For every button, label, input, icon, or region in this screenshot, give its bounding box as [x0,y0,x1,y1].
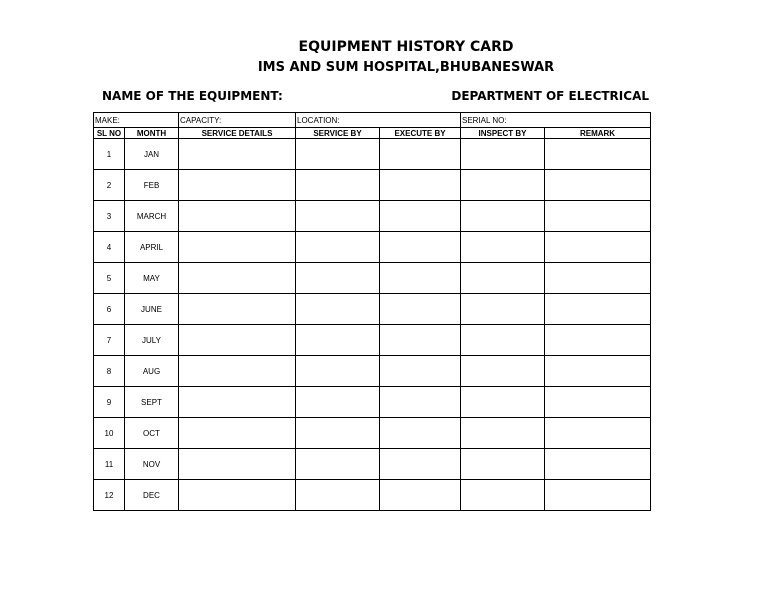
inspect-by-cell[interactable] [461,418,545,449]
execute-by-cell[interactable] [380,232,461,263]
service-details-cell[interactable] [179,232,296,263]
column-header-execute-by: EXECUTE BY [380,128,461,139]
execute-by-cell[interactable] [380,139,461,170]
service-by-cell[interactable] [296,294,380,325]
inspect-by-cell[interactable] [461,325,545,356]
remark-cell[interactable] [545,139,651,170]
inspect-by-cell[interactable] [461,232,545,263]
meta-row [94,113,651,128]
table-row [94,201,651,232]
execute-by-cell[interactable] [380,263,461,294]
remark-cell[interactable] [545,356,651,387]
service-details-cell[interactable] [179,294,296,325]
card-title: EQUIPMENT HISTORY CARD [298,39,514,55]
service-by-cell[interactable] [296,139,380,170]
service-details-cell[interactable] [179,356,296,387]
sl-no-cell: 6 [94,294,125,325]
remark-cell[interactable] [545,294,651,325]
sl-no-cell: 2 [94,170,125,201]
equipment-name-label: NAME OF THE EQUIPMENT: [102,89,283,103]
service-details-cell[interactable] [179,325,296,356]
table-row [94,139,651,170]
table-row [94,449,651,480]
service-details-cell[interactable] [179,387,296,418]
sl-no-cell: 4 [94,232,125,263]
remark-cell[interactable] [545,387,651,418]
inspect-by-cell[interactable] [461,480,545,511]
inspect-by-cell[interactable] [461,263,545,294]
service-by-cell[interactable] [296,449,380,480]
inspect-by-cell[interactable] [461,387,545,418]
sl-no-cell: 10 [94,418,125,449]
service-by-cell[interactable] [296,232,380,263]
remark-cell[interactable] [545,263,651,294]
execute-by-cell[interactable] [380,294,461,325]
remark-cell[interactable] [545,418,651,449]
table-row [94,356,651,387]
service-details-cell[interactable] [179,480,296,511]
service-by-cell[interactable] [296,418,380,449]
serial-field[interactable]: SERIAL NO: [461,113,651,128]
month-cell: MAY [125,263,179,294]
execute-by-cell[interactable] [380,325,461,356]
month-cell: FEB [125,170,179,201]
execute-by-cell[interactable] [380,418,461,449]
column-header-inspect-by: INSPECT BY [461,128,545,139]
month-cell: SEPT [125,387,179,418]
service-by-cell[interactable] [296,263,380,294]
service-by-cell[interactable] [296,387,380,418]
inspect-by-cell[interactable] [461,294,545,325]
month-cell: AUG [125,356,179,387]
month-cell: OCT [125,418,179,449]
table-row [94,325,651,356]
month-cell: JUNE [125,294,179,325]
table-row [94,170,651,201]
department-label: DEPARTMENT OF ELECTRICAL [451,89,649,103]
capacity-field[interactable]: CAPACITY: [179,113,296,128]
service-details-cell[interactable] [179,201,296,232]
sl-no-cell: 3 [94,201,125,232]
service-details-cell[interactable] [179,418,296,449]
execute-by-cell[interactable] [380,480,461,511]
sl-no-cell: 11 [94,449,125,480]
table-row [94,418,651,449]
hospital-name: IMS AND SUM HOSPITAL,BHUBANESWAR [257,60,555,75]
execute-by-cell[interactable] [380,170,461,201]
remark-cell[interactable] [545,170,651,201]
month-cell: MARCH [125,201,179,232]
service-details-cell[interactable] [179,139,296,170]
service-by-cell[interactable] [296,325,380,356]
table-row [94,232,651,263]
column-header-month: MONTH [125,128,179,139]
table-row [94,480,651,511]
month-cell: APRIL [125,232,179,263]
service-details-cell[interactable] [179,263,296,294]
inspect-by-cell[interactable] [461,201,545,232]
table-row [94,294,651,325]
sl-no-cell: 12 [94,480,125,511]
remark-cell[interactable] [545,232,651,263]
inspect-by-cell[interactable] [461,356,545,387]
column-header-row [94,128,651,139]
month-cell: NOV [125,449,179,480]
column-header-service-details: SERVICE DETAILS [179,128,296,139]
column-header-remark: REMARK [545,128,651,139]
location-field[interactable]: LOCATION: [296,113,461,128]
sl-no-cell: 1 [94,139,125,170]
make-field[interactable]: MAKE: [94,113,179,128]
table-row [94,263,651,294]
execute-by-cell[interactable] [380,356,461,387]
remark-cell[interactable] [545,480,651,511]
service-by-cell[interactable] [296,170,380,201]
service-by-cell[interactable] [296,201,380,232]
remark-cell[interactable] [545,201,651,232]
remark-cell[interactable] [545,325,651,356]
sl-no-cell: 9 [94,387,125,418]
month-cell: DEC [125,480,179,511]
service-details-cell[interactable] [179,170,296,201]
execute-by-cell[interactable] [380,387,461,418]
month-cell: JAN [125,139,179,170]
execute-by-cell[interactable] [380,201,461,232]
sl-no-cell: 5 [94,263,125,294]
inspect-by-cell[interactable] [461,139,545,170]
column-header-service-by: SERVICE BY [296,128,380,139]
service-by-cell[interactable] [296,356,380,387]
sl-no-cell: 8 [94,356,125,387]
history-table [93,112,651,511]
remark-cell[interactable] [545,449,651,480]
inspect-by-cell[interactable] [461,170,545,201]
table-row [94,387,651,418]
inspect-by-cell[interactable] [461,449,545,480]
service-by-cell[interactable] [296,480,380,511]
execute-by-cell[interactable] [380,449,461,480]
month-cell: JULY [125,325,179,356]
service-details-cell[interactable] [179,449,296,480]
sl-no-cell: 7 [94,325,125,356]
column-header-sl-no: SL NO [94,128,125,139]
